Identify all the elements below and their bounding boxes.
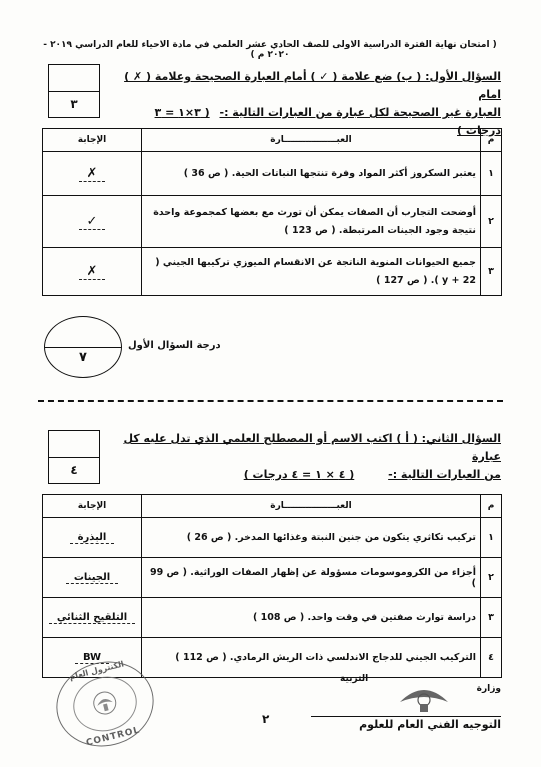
row-num: ٣ bbox=[481, 248, 502, 296]
department-name: التوجيه الفني العام للعلوم bbox=[359, 718, 501, 731]
table-row bbox=[43, 558, 502, 598]
row-text: يعتبر السكروز أكثر المواد وفرة تنتجها النباتات الحية. ( ص 36 ) bbox=[142, 152, 481, 196]
table-row bbox=[43, 598, 502, 638]
q1-score-box bbox=[48, 64, 100, 118]
row-text: دراسة توارث صفتين في وقت واحد. ( ص 108 ) bbox=[142, 598, 481, 638]
q2-box-score: ٤ bbox=[70, 463, 78, 477]
q1-table-header bbox=[43, 129, 502, 152]
ministry-line2: التربية bbox=[340, 674, 369, 684]
q1-grade-circle bbox=[44, 316, 122, 378]
row-text: جميع الحيوانات المنوية الناتجة عن الانقسام الميوزي تركيبها الجيني ( 22 + y ). ( ص 127 ) bbox=[142, 248, 481, 296]
answer-cross-mark: ✗ bbox=[79, 166, 106, 182]
table-row bbox=[43, 248, 502, 296]
stamp-arabic-text: الكنترول العام bbox=[68, 659, 125, 682]
q1-box-score: ٣ bbox=[70, 97, 78, 111]
ministry-emblem-icon bbox=[396, 676, 452, 716]
answer-text: البذرة bbox=[70, 532, 115, 544]
row-num: ١ bbox=[481, 152, 502, 196]
q1-title-line1: السؤال الأول: ( ب) ضع علامة ( ✓ ) أمام العبارة الصحيحة وعلامة ( ✗ ) امام bbox=[124, 70, 501, 101]
row-num: ٢ bbox=[481, 196, 502, 248]
q2-table bbox=[42, 494, 502, 678]
q1-title-line2: العبارة غير الصحيحة لكل عبارة من العبارات التالية :- bbox=[219, 106, 501, 119]
table-row bbox=[43, 518, 502, 558]
q1-grade-value: ٧ bbox=[79, 350, 87, 365]
q2-title-line2: من العبارات التالية :- bbox=[388, 468, 501, 481]
answer-cross-mark: ✗ bbox=[79, 264, 106, 280]
q1-grade-label: درجة السؤال الأول bbox=[128, 340, 221, 351]
row-text: تركيب تكاثري يتكون من جنين النبتة وغذائها المدخر. ( ص 26 ) bbox=[142, 518, 481, 558]
row-num: ٤ bbox=[481, 638, 502, 678]
col-num: م bbox=[481, 129, 502, 152]
col-num: م bbox=[481, 495, 502, 518]
row-num: ٣ bbox=[481, 598, 502, 638]
q2-title-line1: السؤال الثاني: ( أ ) اكتب الاسم أو المصطلح العلمي الذي تدل عليه كل عبارة bbox=[123, 432, 501, 463]
q1-table bbox=[42, 128, 502, 296]
row-text: أوضحت التجارب أن الصفات يمكن أن تورث مع بعضها كمجموعة واحدة نتيجة وجود الجينات المرتبطة. ( ص 123 ) bbox=[142, 196, 481, 248]
q2-score-box bbox=[48, 430, 100, 484]
stamp-control-text: CONTROL bbox=[85, 725, 142, 749]
section-divider bbox=[38, 400, 503, 402]
row-num: ٢ bbox=[481, 558, 502, 598]
row-text: التركيب الجيني للدجاج الاندلسي ذات الريش الرمادي. ( ص 112 ) bbox=[142, 638, 481, 678]
answer-check-mark: ✓ bbox=[79, 214, 106, 230]
ministry-line1: وزارة bbox=[476, 684, 501, 694]
table-row bbox=[43, 152, 502, 196]
col-statement: العبـــــــــــــــــارة bbox=[142, 495, 481, 518]
col-answer: الإجابة bbox=[43, 495, 142, 518]
answer-text: BW bbox=[75, 652, 109, 664]
row-text: أجزاء من الكروموسومات مسؤولة عن إظهار الصفات الوراثية. ( ص 99 ) bbox=[142, 558, 481, 598]
q2-table-header bbox=[43, 495, 502, 518]
answer-text: التلقيح الثنائي bbox=[49, 612, 135, 624]
q1-score-note: ( ٣×١ = ٣ درجات ) bbox=[154, 106, 501, 137]
q2-title bbox=[121, 430, 501, 484]
page-number: ٢ bbox=[262, 712, 270, 726]
footer-rule bbox=[311, 716, 501, 717]
row-num: ١ bbox=[481, 518, 502, 558]
table-row bbox=[43, 196, 502, 248]
col-answer: الإجابة bbox=[43, 129, 142, 152]
col-statement: العبـــــــــــــــــارة bbox=[142, 129, 481, 152]
exam-header: ( امتحان نهاية الفترة الدراسية الاولى للصف الحادي عشر العلمي في مادة الاحياء للعام الدراسي ٢٠١٩ - ٢٠٢٠ م ) bbox=[43, 40, 497, 60]
q2-score-note: ( ٤ × ١ = ٤ درجات ) bbox=[243, 468, 355, 481]
answer-text: الجينات bbox=[66, 572, 118, 584]
